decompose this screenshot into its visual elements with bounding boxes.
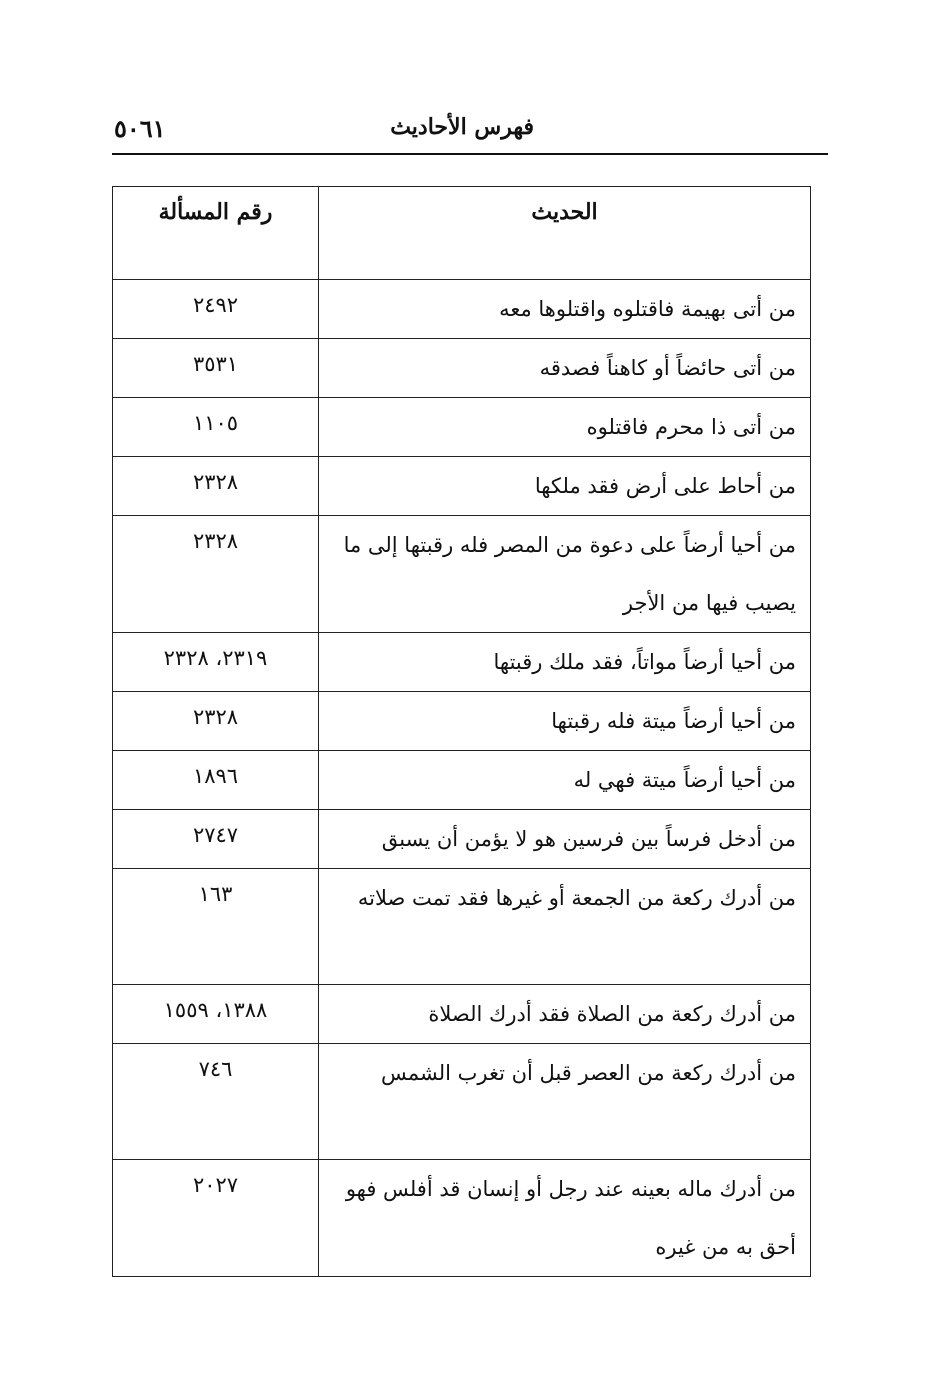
issue-number-cell: ٢٤٩٢ [113,280,319,339]
hadith-cell: من أحيا أرضاً ميتة فله رقبتها [319,692,811,751]
hadith-cell: من أدرك ركعة من الجمعة أو غيرها فقد تمت صلاته [319,869,811,985]
table-row [113,398,811,457]
table-row [113,339,811,398]
table-row [113,869,811,985]
issue-number-cell: ١٣٨٨، ١٥٥٩ [113,985,319,1044]
table-row [113,692,811,751]
issue-number-cell: ٢٧٤٧ [113,810,319,869]
hadith-cell: من أحيا أرضاً على دعوة من المصر فله رقبتها إلى ما يصيب فيها من الأجر [319,516,811,633]
hadith-cell: من أدرك ركعة من الصلاة فقد أدرك الصلاة [319,985,811,1044]
column-header-issue-number: رقم المسألة [113,187,319,280]
column-header-hadith: الحديث [319,187,811,280]
table-row [113,1160,811,1277]
issue-number-cell: ٢٣٢٨ [113,516,319,633]
running-title: فهرس الأحاديث [390,114,534,140]
table-row [113,751,811,810]
table-row [113,516,811,633]
issue-number-cell: ١١٠٥ [113,398,319,457]
issue-number-cell: ١٨٩٦ [113,751,319,810]
table-row [113,457,811,516]
hadith-cell: من أتى حائضاً أو كاهناً فصدقه [319,339,811,398]
hadith-cell: من أحيا أرضاً ميتة فهي له [319,751,811,810]
issue-number-cell: ٧٤٦ [113,1044,319,1160]
hadith-index-table [112,186,811,1277]
table-header-row [113,187,811,280]
header-rule [112,153,828,155]
hadith-cell: من أتى بهيمة فاقتلوه واقتلوها معه [319,280,811,339]
table-row [113,280,811,339]
issue-number-cell: ٢٠٢٧ [113,1160,319,1277]
hadith-cell: من أحيا أرضاً مواتاً، فقد ملك رقبتها [319,633,811,692]
issue-number-cell: ٢٣٢٨ [113,692,319,751]
table-row [113,633,811,692]
page-number: ٥٠٦١ [114,114,166,143]
table-row [113,810,811,869]
issue-number-cell: ١٦٣ [113,869,319,985]
issue-number-cell: ٢٣٢٨ [113,457,319,516]
hadith-cell: من أتى ذا محرم فاقتلوه [319,398,811,457]
hadith-cell: من أدرك ماله بعينه عند رجل أو إنسان قد أفلس فهو أحق به من غيره [319,1160,811,1277]
table-row [113,1044,811,1160]
issue-number-cell: ٢٣١٩، ٢٣٢٨ [113,633,319,692]
table-row [113,985,811,1044]
issue-number-cell: ٣٥٣١ [113,339,319,398]
page-header [112,112,828,152]
hadith-cell: من أدرك ركعة من العصر قبل أن تغرب الشمس [319,1044,811,1160]
hadith-cell: من أحاط على أرض فقد ملكها [319,457,811,516]
hadith-cell: من أدخل فرساً بين فرسين هو لا يؤمن أن يسبق [319,810,811,869]
